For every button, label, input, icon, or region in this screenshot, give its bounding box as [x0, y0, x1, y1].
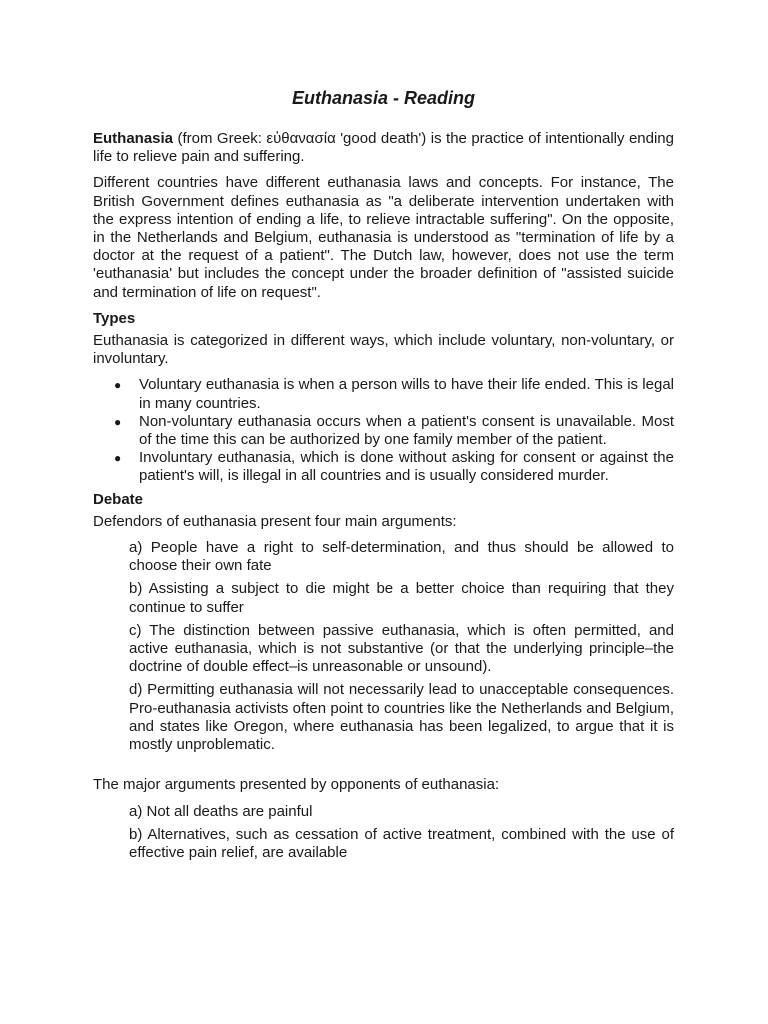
defender-argument: b) Assisting a subject to die might be a better choice than requiring that they continue to suffer	[129, 580, 674, 616]
types-list	[93, 376, 674, 485]
laws-paragraph: Different countries have different euthanasia laws and concepts. For instance, The British Government defines euthanasia as "a deliberate intervention undertaken with the express intention of ending a life, to relieve intractable suffering". On the opposite, in the Netherlands and Belgium, euthanasia is understood as "termination of life by a doctor at the request of a patient". The Dutch law, however, does not use the term 'euthanasia' but includes the concept under the broader definition of "assisted suicide and termination of life on request".	[93, 174, 674, 301]
list-item	[93, 449, 674, 485]
document-title: Euthanasia - Reading	[291, 88, 476, 108]
list-item-text: Involuntary euthanasia, which is done without asking for consent or against the patient's will, is illegal in all countries and is usually considered murder.	[139, 449, 674, 485]
intro-paragraph	[93, 130, 674, 166]
debate-heading: Debate	[93, 490, 144, 508]
defender-argument: a) People have a right to self-determination, and thus should be allowed to choose their own fate	[129, 539, 674, 575]
bullet-icon: ●	[114, 414, 122, 429]
list-item	[93, 413, 674, 449]
types-intro: Euthanasia is categorized in different ways, which include voluntary, non-voluntary, or involuntary.	[93, 332, 674, 368]
bullet-icon: ●	[114, 378, 122, 393]
defender-argument: d) Permitting euthanasia will not necessarily lead to unacceptable consequences. Pro-euthanasia activists often point to countries like the Netherlands and Belgium, and states like Oregon, where euthanasia has been legalized, to argue that it is mostly unproblematic.	[129, 681, 674, 754]
list-item-text: Voluntary euthanasia is when a person wills to have their life ended. This is legal in many countries.	[139, 376, 674, 412]
bullet-icon: ●	[114, 451, 122, 466]
defenders-intro: Defendors of euthanasia present four main arguments:	[93, 512, 457, 530]
intro-text: (from Greek: εὐθανασία 'good death') is the practice of intentionally ending life to relieve pain and suffering.	[93, 130, 674, 166]
list-item-text: Non-voluntary euthanasia occurs when a patient's consent is unavailable. Most of the time this can be authorized by one family member of the patient.	[139, 412, 674, 449]
defender-argument: c) The distinction between passive euthanasia, which is often permitted, and active euthanasia, which is not substantive (or that the underlying principle–the doctrine of double effect–is unreasonable or unsound).	[129, 621, 674, 676]
document-body	[93, 87, 674, 867]
opponents-intro: The major arguments presented by opponents of euthanasia:	[93, 776, 500, 794]
opponent-argument: a) Not all deaths are painful	[129, 802, 313, 820]
types-heading: Types	[93, 309, 136, 327]
opponent-argument: b) Alternatives, such as cessation of active treatment, combined with the use of effective pain relief, are available	[129, 825, 674, 861]
section-spacer	[93, 759, 674, 776]
intro-term: Euthanasia	[93, 130, 174, 147]
list-item	[93, 376, 674, 412]
